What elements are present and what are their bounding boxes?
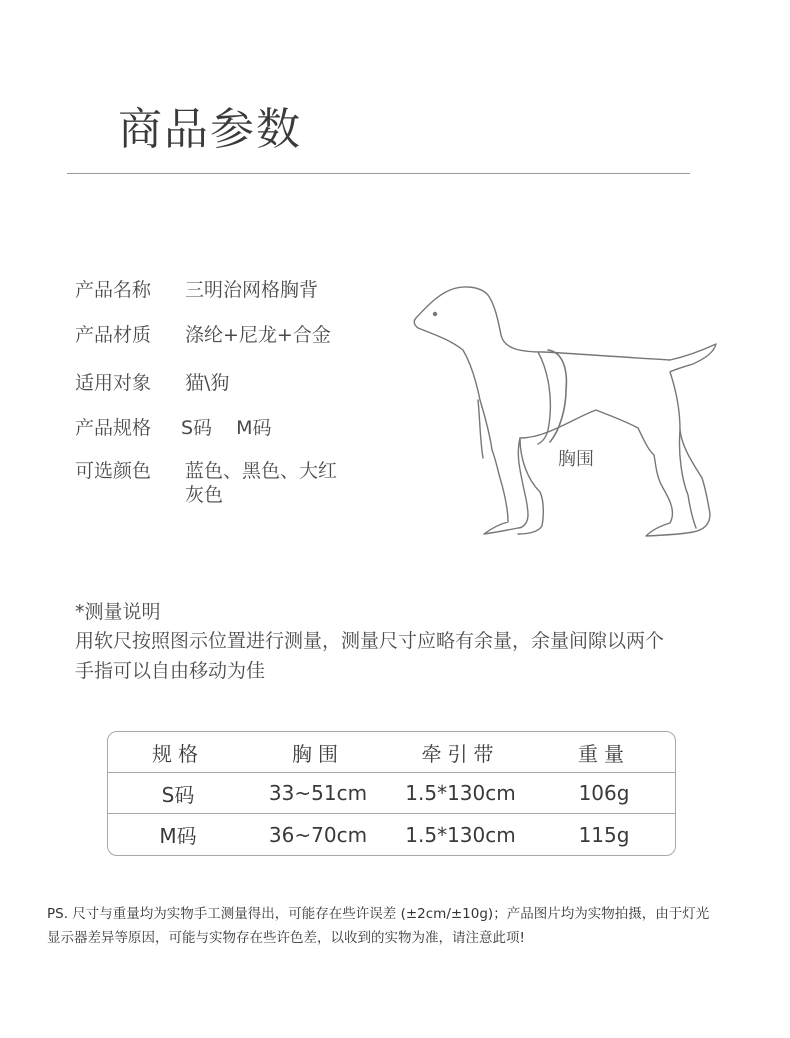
page-title: 商品参数 <box>118 104 302 155</box>
table-header-cell: 规格 <box>152 741 204 766</box>
note-line: 手指可以自由移动为佳 <box>75 660 266 682</box>
param-label: 可选颜色 <box>75 460 152 482</box>
table-cell: 115g <box>578 822 630 847</box>
size-option-m: M码 <box>236 417 272 439</box>
param-row-material <box>75 323 375 347</box>
table-row <box>108 773 675 814</box>
param-label: 适用对象 <box>75 372 152 394</box>
note-heading: *测量说明 <box>75 601 161 623</box>
title-divider <box>67 173 690 174</box>
disclaimer-line: PS. 尺寸与重量均为实物手工测量得出，可能存在些许误差 (±2cm/±10g)；产品图片均为实物拍摄，由于灯光 <box>47 906 710 922</box>
table-cell: S码 <box>161 782 195 807</box>
table-header-cell: 重量 <box>578 741 630 766</box>
size-option-s: S码 <box>181 417 213 439</box>
table-cell: 106g <box>578 781 630 805</box>
note-line: 用软尺按照图示位置进行测量，测量尺寸应略有余量，余量间隙以两个 <box>75 630 665 652</box>
param-row-name <box>75 278 375 302</box>
disclaimer-line: 显示器差异等原因，可能与实物存在些许色差，以收到的实物为准，请注意此项! <box>47 930 525 946</box>
spec-table <box>107 731 676 856</box>
param-value: 三明治网格胸背 <box>185 279 319 301</box>
dog-diagram <box>408 280 728 550</box>
param-value: 猫\狗 <box>185 372 230 394</box>
table-cell: 1.5*130cm <box>405 781 516 805</box>
param-value <box>185 459 375 507</box>
param-value: 涤纶+尼龙+合金 <box>185 324 331 346</box>
table-cell: M码 <box>159 824 197 848</box>
measurement-note <box>75 598 735 686</box>
table-cell: 1.5*130cm <box>405 822 516 847</box>
disclaimer-note <box>47 902 767 950</box>
table-header-cell: 牵引带 <box>421 741 500 766</box>
param-label: 产品规格 <box>75 417 152 439</box>
param-value <box>181 416 375 440</box>
color-line: 蓝色、黑色、大红 <box>185 460 338 482</box>
table-header-row <box>108 732 675 773</box>
table-cell: 36~70cm <box>268 822 368 847</box>
param-row-colors <box>75 459 375 507</box>
table-header-cell: 胸围 <box>292 741 344 766</box>
table-row <box>108 814 675 855</box>
param-label: 产品材质 <box>75 324 152 346</box>
param-label: 产品名称 <box>75 279 152 301</box>
table-cell: 33~51cm <box>268 781 368 805</box>
param-row-target <box>75 371 375 395</box>
color-line: 灰色 <box>185 484 224 506</box>
dog-outline-icon <box>408 280 728 550</box>
param-row-sizes <box>75 416 375 440</box>
chest-label: 胸围 <box>558 449 594 470</box>
